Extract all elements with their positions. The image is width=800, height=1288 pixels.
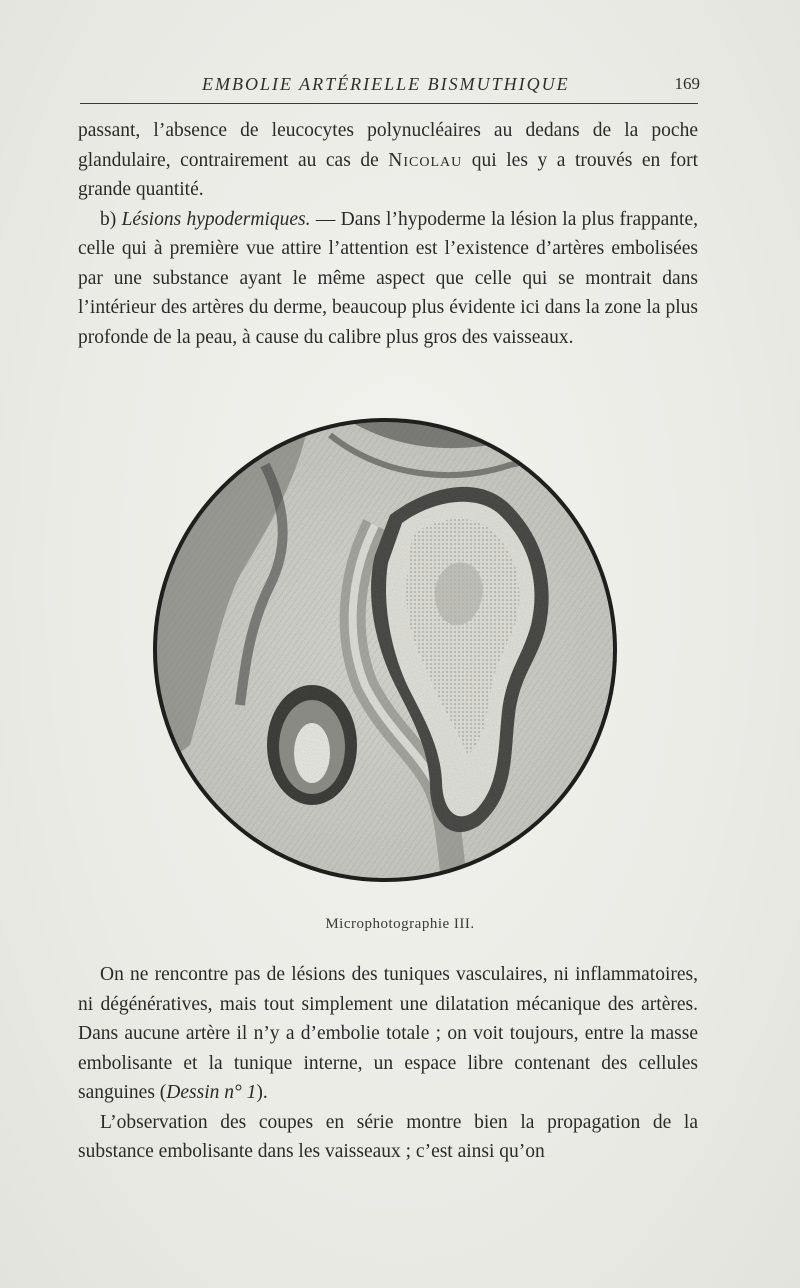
body-text-bottom — [78, 960, 698, 1167]
author-name: Nicolau — [388, 149, 463, 171]
figure-caption: Microphotographie III. — [325, 916, 475, 932]
body-text-top — [78, 116, 698, 352]
text-run: qui les y a trouvés en fort grande quantité. — [78, 149, 699, 200]
running-head — [80, 70, 700, 100]
text-run: passant, l’absence de leucocytes polynucléaires au dedans de la poche glandulaire, contrairement au cas de — [78, 120, 698, 171]
section-heading: Lésions hypodermiques. — [121, 208, 311, 230]
list-label: b) — [100, 208, 122, 230]
paragraph-coupes: L’observation des coupes en série montre bien la propagation de la substance embolisante dans les vaisseaux ; c’est ainsi qu’on — [78, 1111, 698, 1162]
text-run: On ne rencontre pas de lésions des tuniques vasculaires, ni inflammatoires, ni dégénératives, mais tout simplement une dilatation mécanique des artères. Dans aucune artère il n’y a d’embolie totale ; on voit toujours, entre la masse embolisante et la tunique interne, un espace libre contenant des cellules sanguines ( — [78, 964, 698, 1103]
drawing-reference: Dessin n° 1 — [166, 1082, 257, 1103]
text-run: ). — [256, 1082, 268, 1103]
page-number: 169 — [674, 74, 700, 93]
text-run: — Dans l’hypoderme la lésion la plus frappante, celle qui à première vue attire l’attention est l’existence d’artères embolisées par une substance ayant le même aspect que celle qui se montrait dans l’intérieur des artères du derme, beaucoup plus évidente ici dans la zone la plus profonde de la peau, à cause du calibre plus gros des vaisseaux. — [78, 208, 698, 348]
running-title: EMBOLIE ARTÉRIELLE BISMUTHIQUE — [202, 74, 570, 94]
paragraph-lesions-hypodermiques — [78, 205, 698, 353]
header-rule — [80, 103, 698, 104]
paragraph-continuation — [78, 116, 698, 205]
paragraph-tuniques — [78, 960, 698, 1108]
microphotograph — [150, 415, 620, 885]
